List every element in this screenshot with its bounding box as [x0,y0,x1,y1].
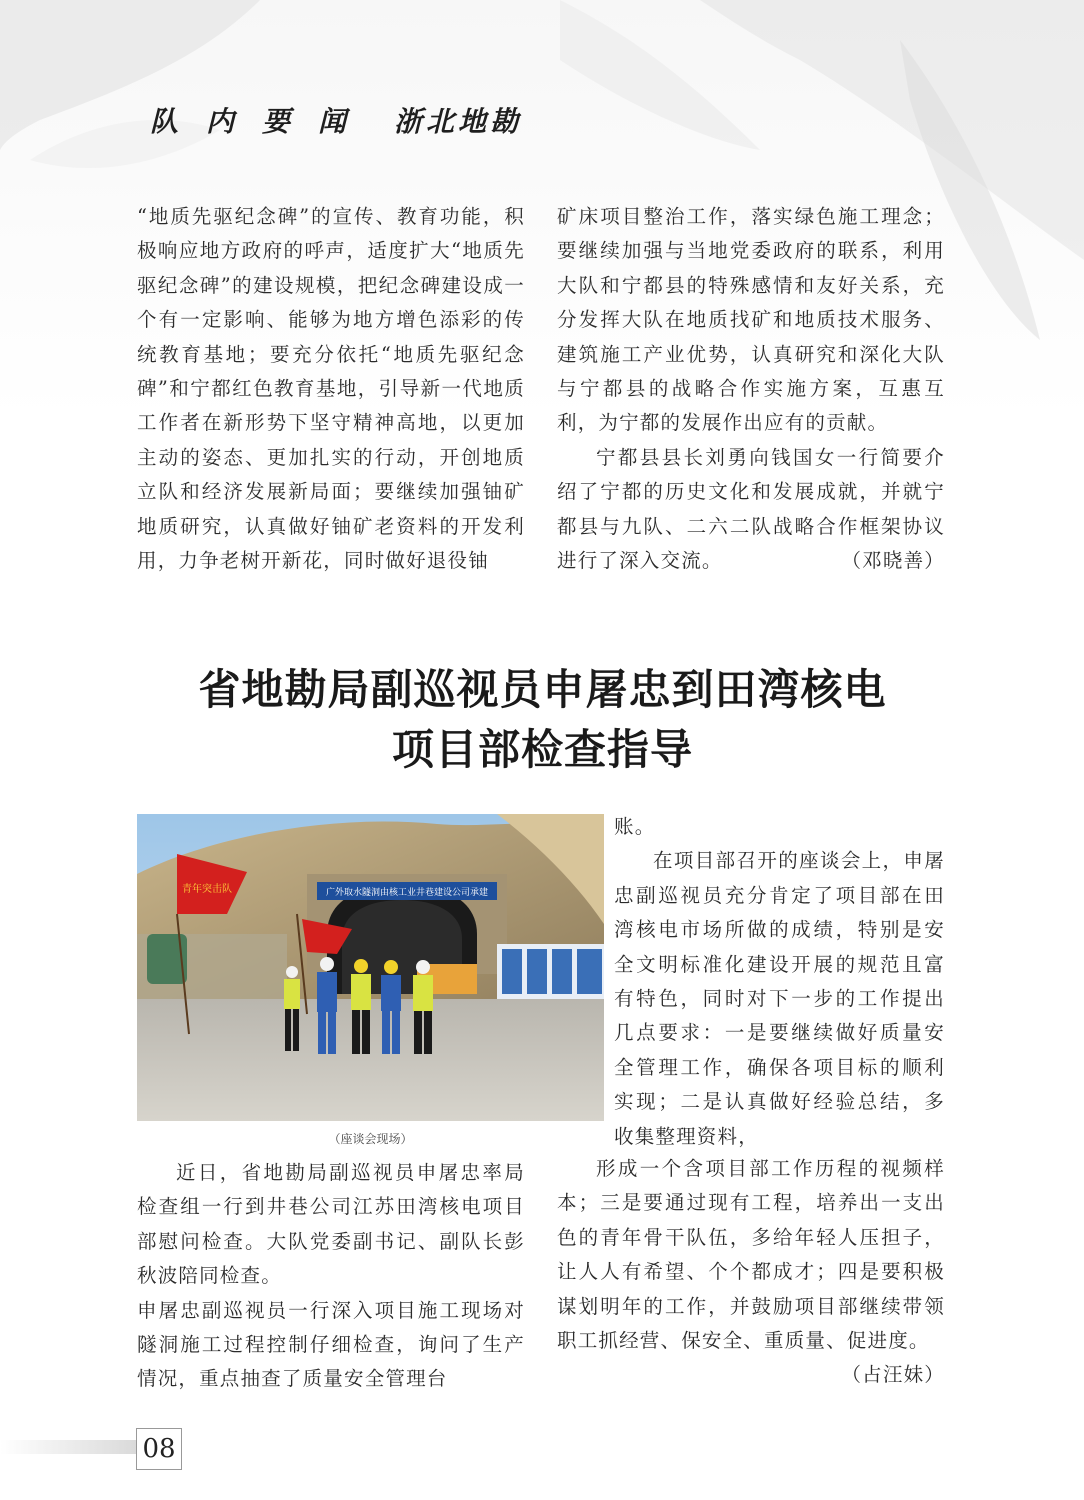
article1-paragraph-text: 宁都县县长刘勇向钱国女一行简要介绍了宁都的历史文化和发展成就，并就宁都县与九队、二六二队战略合作框架协议进行了深入交流。 [557,445,945,573]
brand-label: 浙北地勘 [394,105,523,138]
article1-right-column [557,200,945,578]
page-number: 08 [136,1428,182,1470]
page-number-bar [0,1440,140,1454]
article2-paragraph: 账。 [614,815,656,838]
page-header [150,100,522,140]
article2-right-column-top [614,810,945,1154]
article2-paragraph: 申屠忠副巡视员一行深入项目施工现场对隧洞施工过程控制仔细检查，询问了生产情况，重点抽查了质量安全管理台 [137,1298,525,1391]
article2-paragraph: 近日，省地勘局副巡视员申屠忠率局检查组一行到井巷公司江苏田湾核电项目部慰问检查。大队党委副书记、副队长彭秋波陪同检查。 [137,1161,525,1288]
article2-paragraph: 在项目部召开的座谈会上，申屠忠副巡视员充分肯定了项目部在田湾核电市场所做的成绩，特别是安全文明标准化建设开展的规范且富有特色，同时对下一步的工作提出几点要求：一是要继续做好质量安全管理工作，确保各项目标的顺利实现；二是认真做好经验总结，多收集整理资料， [614,849,945,1148]
photo-illustration [137,814,604,1121]
photo-caption: （座谈会现场） [328,1132,413,1146]
article1-byline: （邓晓善） [841,549,945,573]
article1-paragraph: “地质先驱纪念碑”的宣传、教育功能，积极响应地方政府的呼声，适度扩大“地质先驱纪念碑”的建设规模，把纪念碑建设成一个有一定影响、能够为地方增色添彩的传统教育基地；要充分依托“地质先驱纪念碑”和宁都红色教育基地，引导新一代地质工作者在新形势下坚守精神高地，以更加主动的姿态、更加扎实的行动，开创地质立队和经济发展新局面；要继续加强铀矿地质研究，认真做好铀矿老资料的开发利用，力争老树开新花，同时做好退役铀 [137,205,525,573]
headline-line: 项目部检查指导 [391,725,693,774]
tunnel-site-photo [137,814,604,1121]
article1-left-column [137,200,525,578]
photo-banner-text: 广外取水隧洞由核工业井巷建设公司承建 [325,888,489,898]
article1-paragraph: 矿床项目整治工作，落实绿色施工理念；要继续加强与当地党委政府的联系，利用大队和宁都县的特殊感情和友好关系，充分发挥大队在地质找矿和地质技术服务、建筑施工产业优势，认真研究和深化大队与宁都县的战略合作实施方案，互惠互利，为宁都的发展作出应有的贡献。 [557,205,945,435]
article1-paragraph [557,441,945,579]
headline-line: 省地勘局副巡视员申屠忠到田湾核电 [198,665,887,714]
article2-right-column [557,1152,945,1393]
flag-text: 青年突击队 [182,884,232,895]
article2-byline: （占汪妹） [841,1363,945,1387]
article2-left-column [137,1156,525,1397]
article2-headline [140,660,945,780]
article2-paragraph-text: 形成一个含项目部工作历程的视频样本；三是要通过现有工程，培养出一支出色的青年骨干队伍，多给年轻人压担子，让人人有希望、个个都成才；四是要积极谋划明年的工作，并鼓励项目部继续带领职工抓经营、保安全、重质量、促进度。 [557,1157,945,1353]
article2-paragraph [557,1152,945,1387]
section-label: 队内要闻 [150,105,375,138]
